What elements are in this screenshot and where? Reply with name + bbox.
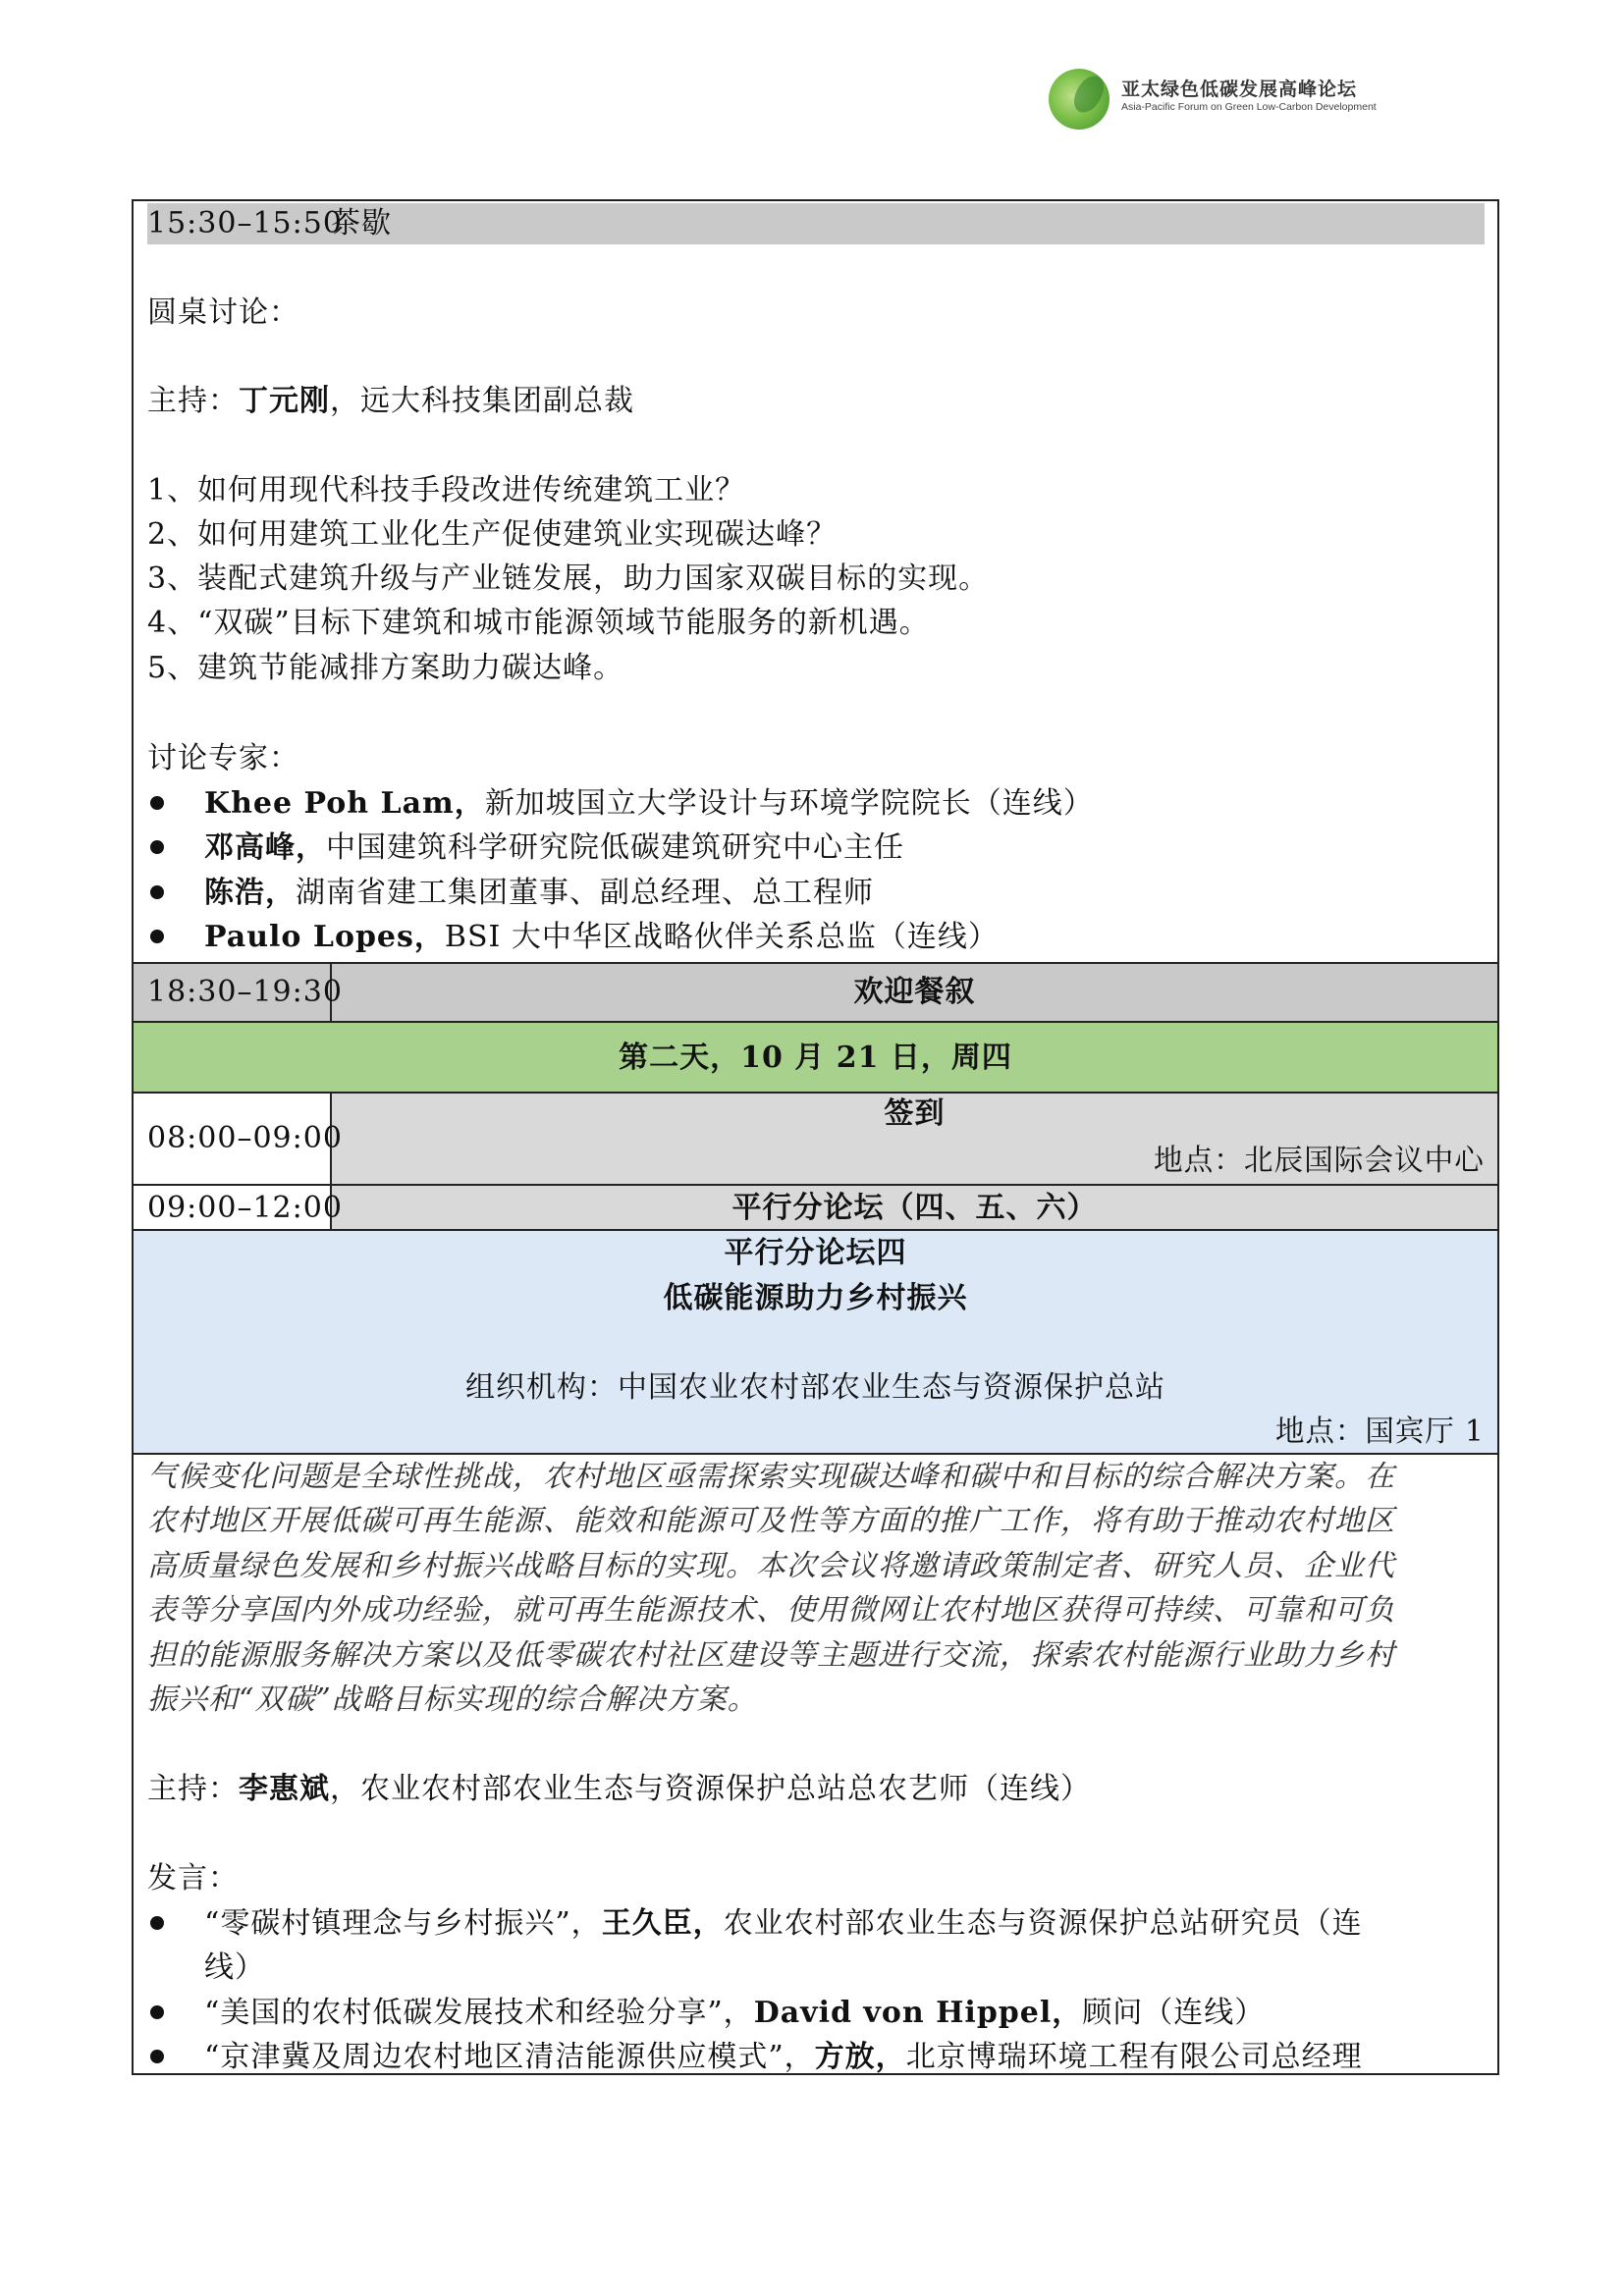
forum4-location: 地点：国宾厅 1 <box>1275 1415 1486 1449</box>
host-label: 主持： <box>147 384 239 418</box>
speaker-desc: 北京博瑞环境工程有限公司总经理 <box>905 2040 1363 2074</box>
question-item: 4、“双碳”目标下建筑和城市能源领域节能服务的新机遇。 <box>147 606 930 640</box>
intro-line: 气候变化问题是全球性挑战，农村地区亟需探索实现碳达峰和碳中和目标的综合解决方案。在 <box>147 1460 1395 1494</box>
question-item: 2、如何用建筑工业化生产促使建筑业实现碳达峰？ <box>147 517 838 552</box>
dinner-label: 欢迎餐叙 <box>853 975 976 1009</box>
host-title: ，远大科技集团副总裁 <box>330 384 634 418</box>
expert-item <box>204 826 904 870</box>
bullet-icon <box>150 885 164 899</box>
bullet-icon <box>150 2050 164 2063</box>
bullet-icon <box>150 796 164 810</box>
dinner-time: 18:30–19:30 <box>147 975 343 1009</box>
forum4-title: 平行分论坛四 <box>724 1236 907 1270</box>
logo-english-name: Asia-Pacific Forum on Green Low-Carbon Development <box>1121 101 1377 113</box>
signin-label: 签到 <box>884 1096 946 1131</box>
host-label: 主持： <box>147 1772 239 1806</box>
forum4-host <box>147 1767 1091 1811</box>
expert-name: 邓高峰， <box>204 830 326 865</box>
speaker-desc: 顾问（连线） <box>1082 1996 1266 2030</box>
expert-item <box>204 915 999 959</box>
speaker-name: 方放， <box>814 2040 906 2074</box>
speech-topic: “零碳村镇理念与乡村振兴”， <box>204 1906 602 1941</box>
question-item: 5、建筑节能减排方案助力碳达峰。 <box>147 651 624 685</box>
roundtable-label: 圆桌讨论： <box>147 295 299 330</box>
expert-item <box>204 871 874 915</box>
expert-name: 陈浩， <box>204 876 296 910</box>
intro-line: 担的能源服务解决方案以及低零碳农村社区建设等主题进行交流，探索农村能源行业助力乡村 <box>147 1638 1395 1673</box>
host-title: ，农业农村部农业生态与资源保护总站总农艺师（连线） <box>330 1772 1091 1806</box>
signin-time: 08:00–09:00 <box>147 1121 343 1155</box>
logo-chinese-name: 亚太绿色低碳发展高峰论坛 <box>1121 79 1358 100</box>
bullet-icon <box>150 1916 164 1930</box>
row-divider <box>132 1021 1499 1023</box>
speech-item <box>204 1901 1363 1946</box>
tea-break-time: 15:30–15:50 <box>147 206 343 240</box>
intro-line: 振兴和“双碳”战略目标实现的综合解决方案。 <box>147 1682 758 1717</box>
expert-desc: BSI 大中华区战略伙伴关系总监（连线） <box>444 920 999 954</box>
host-name: 李惠斌 <box>239 1772 330 1806</box>
speaker-name: David von Hippel， <box>753 1996 1083 2030</box>
expert-desc: 中国建筑科学研究院低碳建筑研究中心主任 <box>326 830 904 865</box>
speaker-desc: 农业农村部农业生态与资源保护总站研究员（连 <box>723 1906 1363 1941</box>
speech-item <box>204 2035 1363 2079</box>
expert-desc: 新加坡国立大学设计与环境学院院长（连线） <box>484 786 1094 821</box>
speech-label: 发言： <box>147 1861 239 1896</box>
host-name: 丁元刚 <box>239 384 330 418</box>
intro-line: 农村地区开展低碳可再生能源、能效和能源可及性等方面的推广工作，将有助于推动农村地区 <box>147 1504 1395 1538</box>
row-divider <box>132 962 1499 964</box>
speech-topic: “京津冀及周边农村地区清洁能源供应模式”， <box>204 2040 815 2074</box>
expert-item <box>204 781 1094 826</box>
intro-line: 高质量绿色发展和乡村振兴战略目标的实现。本次会议将邀请政策制定者、研究人员、企业代 <box>147 1549 1395 1583</box>
speech-item <box>204 1991 1265 2035</box>
day2-heading: 第二天，10 月 21 日，周四 <box>619 1041 1012 1075</box>
bullet-icon <box>150 840 164 854</box>
parallel-time: 09:00–12:00 <box>147 1191 343 1225</box>
tea-break-label: 茶歇 <box>331 206 392 240</box>
question-item: 3、装配式建筑升级与产业链发展，助力国家双碳目标的实现。 <box>147 561 990 596</box>
parallel-label: 平行分论坛（四、五、六） <box>731 1191 1098 1225</box>
speech-item-continuation: 线） <box>204 1950 265 1985</box>
forum-logo <box>1049 69 1377 132</box>
signin-location: 地点：北辰国际会议中心 <box>1154 1144 1485 1178</box>
roundtable-host <box>147 379 634 423</box>
expert-desc: 湖南省建工集团董事、副总经理、总工程师 <box>296 876 874 910</box>
expert-name: Paulo Lopes， <box>204 920 445 954</box>
experts-label: 讨论专家： <box>147 741 299 775</box>
intro-line: 表等分享国内外成功经验，就可再生能源技术、使用微网让农村地区获得可持续、可靠和可负 <box>147 1593 1395 1628</box>
speech-topic: “美国的农村低碳发展技术和经验分享”， <box>204 1996 754 2030</box>
expert-name: Khee Poh Lam， <box>204 786 485 821</box>
speaker-name: 王久臣， <box>601 1906 724 1941</box>
question-item: 1、如何用现代科技手段改进传统建筑工业？ <box>147 473 746 507</box>
forum4-organizer: 组织机构：中国农业农村部农业生态与资源保护总站 <box>465 1370 1165 1405</box>
bullet-icon <box>150 2005 164 2019</box>
forum4-subtitle: 低碳能源助力乡村振兴 <box>663 1281 968 1315</box>
bullet-icon <box>150 930 164 943</box>
